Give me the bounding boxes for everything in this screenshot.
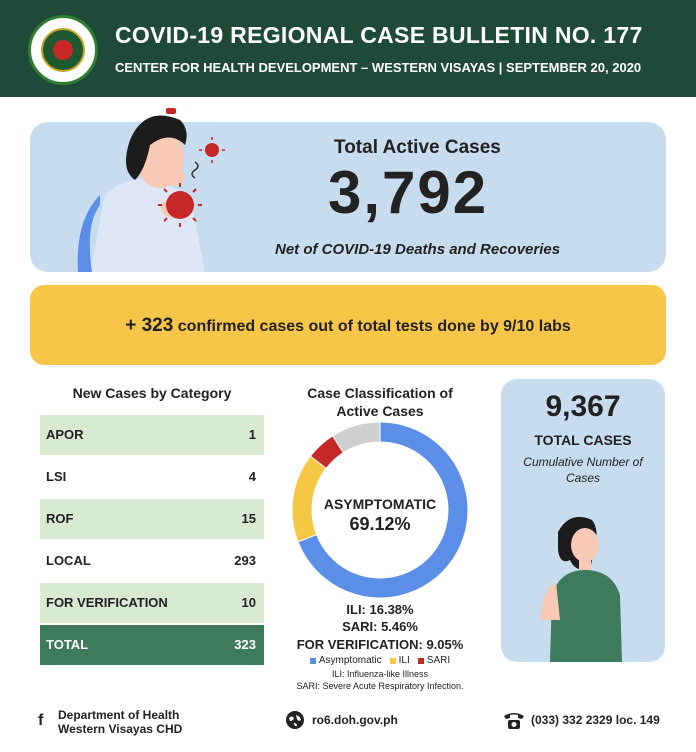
category-name: APOR (46, 427, 84, 442)
total-cases-note: Cumulative Number of Cases (523, 455, 643, 485)
table-row (40, 457, 264, 497)
classification-title-line2: Active Cases (336, 403, 424, 419)
confirmed-cases-panel (30, 285, 666, 365)
facebook-icon[interactable]: f (38, 712, 44, 729)
active-cases-label: Total Active Cases (334, 137, 501, 158)
classification-title (290, 384, 470, 420)
bulletin-title: COVID-19 REGIONAL CASE BULLETIN NO. 177 (115, 22, 643, 48)
table-row (40, 583, 264, 623)
confirmed-cases-text (30, 315, 666, 337)
person-icon (530, 510, 640, 662)
chart-legend (270, 655, 490, 666)
category-value: 293 (234, 553, 256, 568)
category-name: LSI (46, 469, 67, 484)
coughing-woman-icon (30, 100, 260, 272)
abbrev-sari: SARI: Severe Acute Respiratory Infection. (296, 681, 464, 691)
category-value: 323 (234, 637, 256, 652)
category-value: 10 (241, 595, 256, 610)
category-value: 4 (248, 469, 256, 484)
legend-item (310, 655, 382, 666)
active-cases-note: Net of COVID-19 Deaths and Recoveries (275, 241, 561, 258)
category-table-title: New Cases by Category (72, 385, 232, 401)
bulletin-subtitle: CENTER FOR HEALTH DEVELOPMENT – WESTERN VISAYAS | SEPTEMBER 20, 2020 (115, 60, 642, 75)
total-cases-label: TOTAL CASES (534, 432, 632, 448)
stat-ili: ILI: 16.38% (346, 602, 414, 617)
donut-center-value: 69.12% (349, 514, 411, 534)
footer-website-link[interactable]: ro6.doh.gov.ph (312, 713, 398, 727)
category-name: FOR VERIFICATION (46, 595, 168, 610)
confirmed-count: + 323 (125, 315, 174, 336)
legend-label: SARI (426, 655, 451, 666)
category-name: TOTAL (46, 637, 89, 652)
stat-verification: FOR VERIFICATION: 9.05% (296, 637, 464, 652)
legend-item (390, 655, 410, 666)
globe-icon (285, 710, 305, 730)
category-name: ROF (46, 511, 74, 526)
classification-title-line1: Case Classification of (307, 385, 453, 401)
legend-swatch (418, 658, 424, 664)
legend-swatch (390, 658, 396, 664)
category-value: 15 (241, 511, 256, 526)
footer-phone-number: (033) 332 2329 loc. 149 (531, 713, 660, 727)
category-value: 1 (248, 427, 256, 442)
donut-center-label: ASYMPTOMATIC (323, 496, 437, 512)
table-row-total (40, 625, 264, 665)
table-row (40, 541, 264, 581)
category-name: LOCAL (46, 553, 91, 568)
footer-org-line1: Department of Health (58, 708, 180, 722)
total-cases-value: 9,367 (545, 390, 621, 423)
phone-icon (502, 710, 526, 730)
confirmed-description: confirmed cases out of total tests done by 9/10 labs (177, 318, 571, 335)
stat-sari: SARI: 5.46% (342, 619, 418, 634)
legend-item (418, 655, 450, 666)
legend-swatch (310, 658, 316, 664)
active-cases-value: 3,792 (328, 159, 489, 226)
table-row (40, 415, 264, 455)
table-row (40, 499, 264, 539)
footer-organization (58, 708, 182, 736)
footer-org-line2: Western Visayas CHD (58, 722, 183, 736)
legend-label: ILI (398, 655, 410, 666)
abbrev-ili: ILI: Influenza-like Illness (331, 669, 429, 679)
legend-label: Asymptomatic (318, 655, 382, 666)
doh-seal-icon (28, 15, 98, 85)
